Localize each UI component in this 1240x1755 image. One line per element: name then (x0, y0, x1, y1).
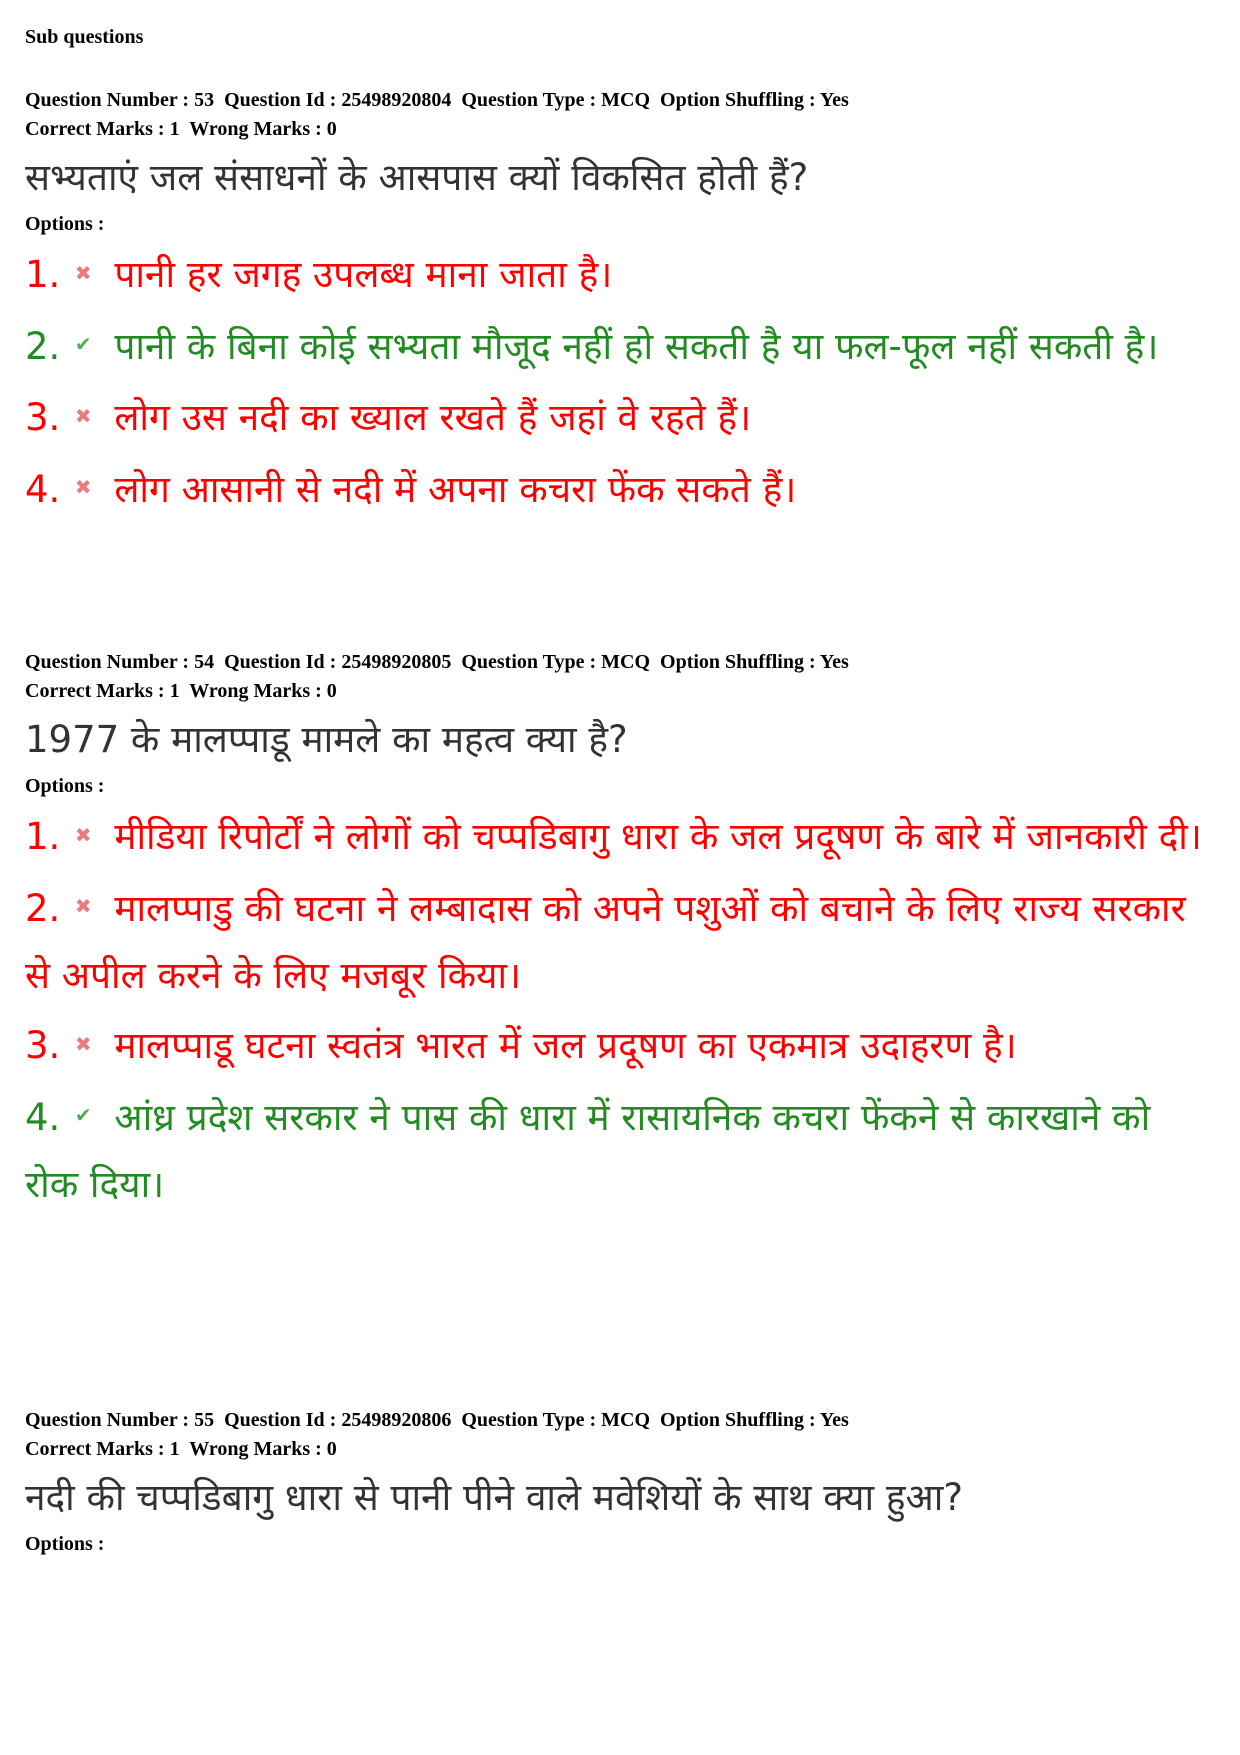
options-label: Options : (25, 213, 105, 235)
option-text: पानी हर जगह उपलब्ध माना जाता है। (114, 253, 613, 296)
options-label: Options : (25, 775, 105, 797)
option-4[interactable] (25, 1085, 1205, 1219)
option-text: लोग उस नदी का ख्याल रखते हैं जहां वे रहते हैं। (114, 396, 752, 439)
option-1[interactable] (25, 242, 1205, 310)
wrong-mark-icon: ✖ (74, 894, 92, 918)
question-text: सभ्यताएं जल संसाधनों के आसपास क्यों विकसित होती हैं? (25, 156, 809, 199)
question-55 (25, 1406, 1215, 1558)
question-text: 1977 के मालप्पाडू मामले का महत्व क्या है? (25, 718, 628, 761)
option-text: लोग आसानी से नदी में अपना कचरा फेंक सकते हैं। (114, 467, 797, 511)
option-text: मालप्पाडू घटना स्वतंत्र भारत में जल प्रदूषण का एकमात्र उदाहरण है। (114, 1024, 1017, 1067)
wrong-mark-icon: ✖ (74, 1031, 92, 1056)
option-number: 4. (25, 1095, 61, 1139)
option-1[interactable] (25, 804, 1205, 872)
check-mark-icon: ✔ (74, 1103, 92, 1127)
question-meta: Question Number : 53 Question Id : 25498920804 Question Type : MCQ Option Shuffling : Yes (25, 89, 849, 111)
question-meta: Question Number : 55 Question Id : 25498920806 Question Type : MCQ Option Shuffling : Yes (25, 1409, 849, 1431)
wrong-mark-icon: ✖ (74, 475, 92, 499)
question-meta: Question Number : 54 Question Id : 25498920805 Question Type : MCQ Option Shuffling : Yes (25, 651, 849, 673)
question-marks: Correct Marks : 1 Wrong Marks : 0 (25, 1438, 337, 1460)
option-2[interactable] (25, 314, 1205, 382)
option-text: मीडिया रिपोर्टों ने लोगों को चप्पडिबागु धारा के जल प्रदूषण के बारे में जानकारी दी। (114, 815, 1202, 858)
question-marks: Correct Marks : 1 Wrong Marks : 0 (25, 118, 337, 140)
option-3[interactable] (25, 385, 1205, 453)
option-text: आंध्र प्रदेश सरकार ने पास की धारा में रासायनिक कचरा फेंकने से कारखाने को रोक दिया। (25, 1095, 1151, 1206)
wrong-mark-icon: ✖ (74, 403, 92, 428)
option-number: 4. (25, 467, 61, 511)
wrong-mark-icon: ✖ (74, 260, 92, 285)
wrong-mark-icon: ✖ (74, 822, 92, 847)
option-4[interactable] (25, 457, 1205, 525)
option-number: 2. (25, 886, 61, 930)
option-text: पानी के बिना कोई सभ्यता मौजूद नहीं हो सकती है या फल-फूल नहीं सकती है। (114, 324, 1159, 368)
option-number: 1. (25, 253, 61, 296)
options-label: Options : (25, 1533, 105, 1555)
question-54 (25, 648, 1215, 1222)
question-53 (25, 86, 1215, 528)
option-text: मालप्पाडु की घटना ने लम्बादास को अपने पशुओं को बचाने के लिए राज्य सरकार से अपील करने के लिए मजबूर किया। (25, 886, 1186, 997)
option-number: 1. (25, 815, 61, 858)
section-title: Sub questions (25, 26, 144, 48)
question-marks: Correct Marks : 1 Wrong Marks : 0 (25, 680, 337, 702)
check-mark-icon: ✔ (74, 332, 92, 356)
question-text: नदी की चप्पडिबागु धारा से पानी पीने वाले मवेशियों के साथ क्या हुआ? (25, 1476, 963, 1519)
option-number: 3. (25, 1024, 61, 1067)
option-number: 3. (25, 396, 61, 439)
option-number: 2. (25, 324, 61, 368)
option-3[interactable] (25, 1013, 1205, 1081)
option-2[interactable] (25, 876, 1205, 1010)
